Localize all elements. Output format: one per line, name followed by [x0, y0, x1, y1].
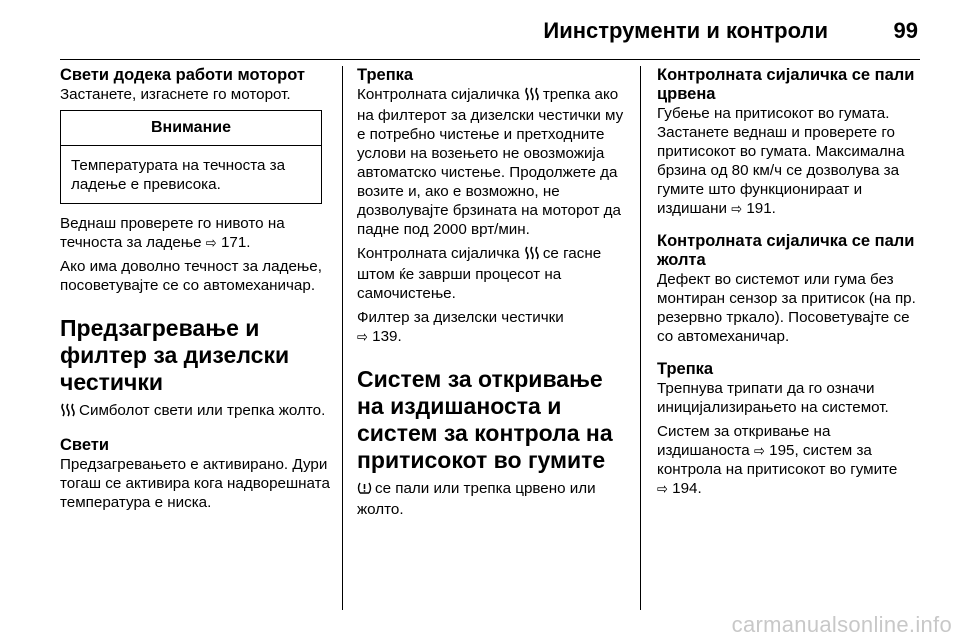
- column-2: [357, 66, 629, 519]
- flashing-3-text: Трепнува трипати да го означи иницијализирањето на системот.: [657, 380, 889, 416]
- warning-text: Температурата на течноста за ладење е превисока.: [71, 157, 286, 193]
- column-divider-2: [640, 66, 641, 610]
- glow-plug-icon: [524, 246, 540, 265]
- header-title: Иинструменти и контроли: [543, 18, 828, 43]
- page-reference[interactable]: 171.: [220, 234, 251, 251]
- warning-box: [60, 110, 322, 204]
- preheat-text: Симболот свети или трепка жолто.: [60, 401, 336, 422]
- light-off-text: Контролната сијаличка се гасне штом ќе заврши процесот на самочистење.: [357, 245, 602, 302]
- section-title-red: Контролната сијаличка се пали црвена: [657, 66, 915, 103]
- page-number: 99: [893, 18, 918, 43]
- page-reference-arrow-icon: ⇨: [753, 441, 765, 460]
- page-reference[interactable]: 191.: [746, 200, 776, 217]
- section-title-yellow: Контролната сијаличка се пали жолта: [657, 232, 915, 269]
- filter-reference-text: Филтер за дизелски честички ⇨ 139.: [357, 308, 629, 346]
- header-rule: [60, 59, 920, 60]
- section-title-engine-running: Свети додека работи моторот: [60, 66, 305, 84]
- page-reference-arrow-icon: ⇨: [657, 479, 668, 498]
- coolant-advice-text: Ако има доволно течност за ладење, посоветувајте се со автомеханичар.: [60, 258, 322, 294]
- tpms-text: се пали или трепка црвено или жолто.: [357, 480, 596, 518]
- column-1: [60, 66, 336, 512]
- page-reference[interactable]: 139.: [372, 328, 402, 345]
- glow-plug-icon: [60, 403, 76, 422]
- tyre-pressure-icon: [357, 481, 372, 500]
- coolant-check-text: Веднаш проверете го нивото на течноста за ладење ⇨ 171.: [60, 214, 336, 252]
- section-title-flashing-3: Трепка: [657, 360, 714, 378]
- engine-running-text: Застанете, изгаснете го моторот.: [60, 86, 291, 103]
- section-heading-preheat: Предзагревање и филтер за дизелски честички: [60, 315, 290, 395]
- page-reference-arrow-icon: ⇨: [357, 327, 368, 346]
- page-header: [60, 14, 920, 56]
- flashing-text: Контролната сијаличка трепка ако на филтерот за дизелски честички му е потребно чистење и претходните услови на возењето не овозможија автоматско чистење. Продолжете да возите и, ако е возможно, не дозволувајте брзината на моторот да падне под 2000 врт/мин.: [357, 86, 624, 238]
- page-reference-arrow-icon: ⇨: [205, 233, 217, 252]
- system-reference-text: Систем за откривање на издишаноста ⇨ 195, систем за контрола на притисокот во гумите ⇨ 194.: [657, 422, 927, 498]
- glow-plug-icon: [524, 87, 540, 106]
- page-reference[interactable]: 194.: [672, 480, 702, 497]
- red-text: Губење на притисокот во гумата. Застанете веднаш и проверете го притисокот во гумата. Максимална брзина од 80 км/ч се дозволува за гумите што функционираат и издишани ⇨ 191.: [657, 104, 927, 218]
- warning-title: Внимание: [61, 111, 321, 146]
- yellow-text: Дефект во системот или гума без монтиран сензор за притисок (на пр. резервно тркало). Посоветувајте се со автомеханичар.: [657, 271, 916, 345]
- section-heading-tpms: Систем за откривање на издишаноста и систем за контрола на притисокот во гумите: [357, 366, 613, 473]
- page-reference-arrow-icon: ⇨: [731, 199, 743, 218]
- watermark: carmanualsonline.info: [731, 612, 952, 637]
- column-3: [657, 66, 927, 498]
- section-title-lit: Свети: [60, 436, 110, 454]
- section-title-flashing: Трепка: [357, 66, 414, 84]
- column-divider-1: [342, 66, 343, 610]
- lit-text: Предзагревањето е активирано. Дури тогаш се активира кога надворешната температура е ниска.: [60, 456, 330, 511]
